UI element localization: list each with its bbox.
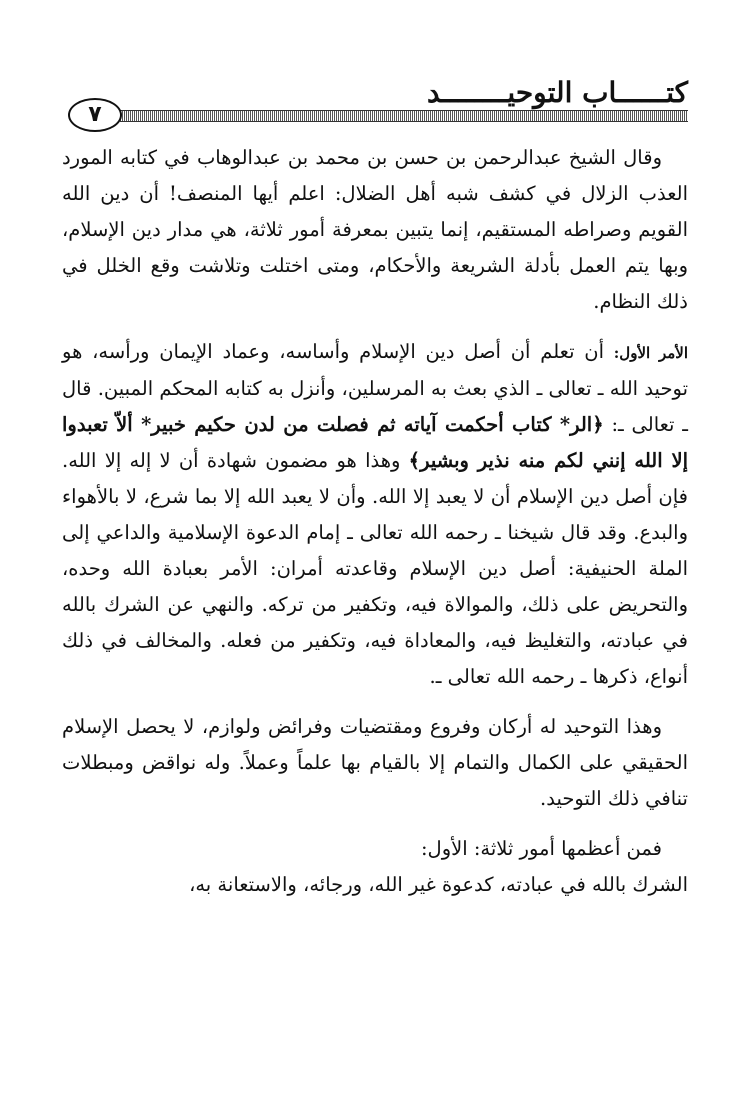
first-matter-continuation: وهذا هو مضمون شهادة أن لا إله إلا الله. فإن أصل دين الإسلام أن لا يعبد إلا الله. وأن لا يعبد الله إلا بما شرع، لا بالأهواء والبدع. وقد قال شيخنا ـ رحمه الله تعالى ـ إمام الدعوة الإسلامية والداعي إلى الملة الحنيفية: أصل دين الإسلام وقاعدته أمران: الأمر بعبادة الله وحده، والتحريض على ذلك، والموالاة فيه، وتكفير من تركه. والنهي عن الشرك بالله في عبادته، والتغليظ فيه، والمعاداة فيه، وتكفير من فعله. والمخالف في ذلك أنواع، ذكرها ـ رحمه الله تعالى ـ. [62, 449, 688, 688]
nullifiers-section [62, 831, 688, 903]
nullifiers-first-line: الشرك بالله في عبادته، كدعوة غير الله، ورجائه، والاستعانة به، [189, 873, 688, 896]
quran-verse: ﴿الر* كتاب أحكمت آياته ثم فصلت من لدن حكيم خبير* ألاّ تعبدوا إلا الله إنني لكم منه نذير وبشير﴾ [62, 413, 688, 472]
paragraph-intro: وقال الشيخ عبدالرحمن بن حسن بن محمد بن عبدالوهاب في كتابه المورد العذب الزلال في كشف شبه أهل الضلال: اعلم أيها المنصف! أن دين الله القويم وصراطه المستقيم، إنما يتبين بمعرفة أمور ثلاثة، هي مدار دين الإسلام، وبها يتم العمل بأدلة الشريعة والأحكام، ومتى اختلت وتلاشت وقع الخلل في ذلك النظام. [62, 146, 688, 313]
paragraph-tawhid: وهذا التوحيد له أركان وفروع ومقتضيات وفرائض ولوازم، لا يحصل الإسلام الحقيقي على الكمال والتمام إلا بالقيام بها علماً وعملاً. وله نواقض ومبطلات تنافي ذلك التوحيد. [62, 715, 688, 810]
paragraph-first-matter [62, 334, 688, 695]
nullifiers-intro-line: فمن أعظمها أمور ثلاثة: الأول: [420, 837, 662, 860]
body-text [62, 140, 688, 903]
page-header [62, 76, 688, 132]
page-number-badge: ٧ [68, 98, 122, 132]
first-matter-text: أن تعلم أن أصل دين الإسلام وأساسه، وعماد الإيمان ورأسه، هو توحيد الله ـ تعالى ـ الذي بعث به المرسلين، وأنزل به كتابه المحكم المبين. قال ـ تعالى ـ: [62, 340, 689, 436]
first-matter-label: الأمر الأول: [613, 344, 688, 362]
header-rule [120, 110, 688, 122]
book-title: كتــــــاب التوحيــــــــد [427, 76, 688, 109]
